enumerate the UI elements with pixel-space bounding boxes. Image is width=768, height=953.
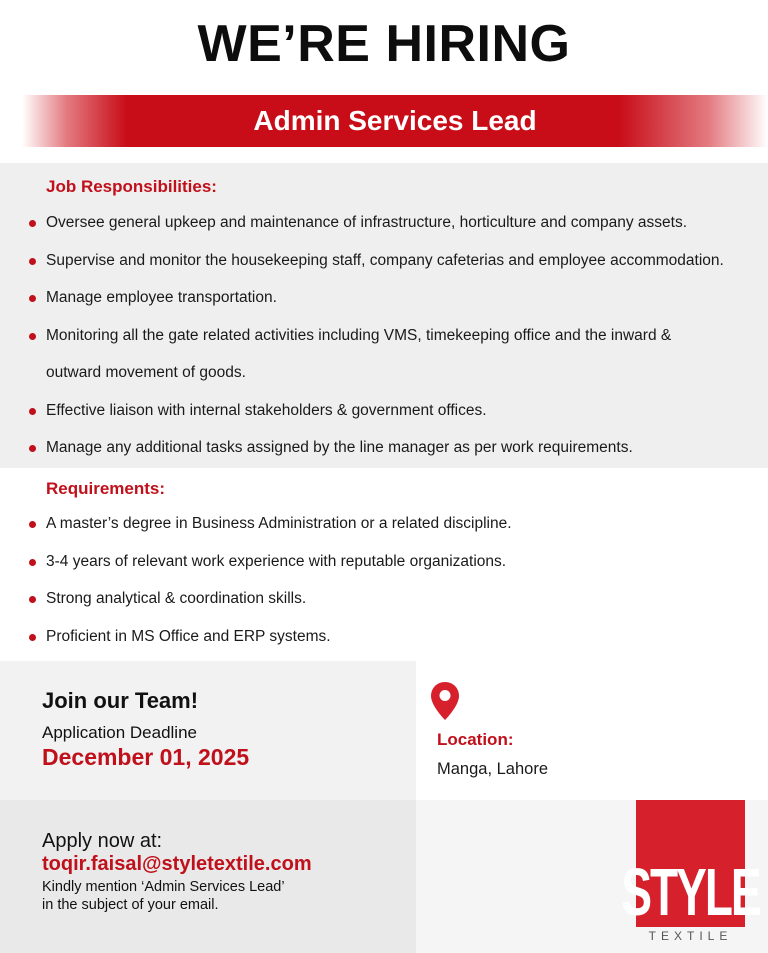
location-value: Manga, Lahore xyxy=(437,760,548,778)
bullet-icon xyxy=(29,521,36,528)
deadline-date: December 01, 2025 xyxy=(42,744,250,770)
list-item: Monitoring all the gate related activities including VMS, timekeeping office and the inward & outward movement of goods. xyxy=(0,317,768,392)
list-item: Manage any additional tasks assigned by the line manager as per work requirements. xyxy=(0,429,768,467)
style-textile-logo xyxy=(621,800,760,930)
requirements-heading: Requirements: xyxy=(46,479,166,498)
apply-email-link[interactable]: toqir.faisal@styletextile.com xyxy=(42,853,312,875)
bullet-icon xyxy=(29,258,36,265)
bullet-icon xyxy=(29,295,36,302)
logo-word: STYLE xyxy=(621,854,760,930)
bullet-icon xyxy=(29,559,36,566)
apply-note-line: Kindly mention ‘Admin Services Lead’ xyxy=(42,879,285,895)
apply-note xyxy=(42,878,372,914)
list-item: Supervise and monitor the housekeeping staff, company cafeterias and employee accommodation. xyxy=(0,242,768,280)
requirements-list xyxy=(0,505,768,655)
bullet-icon xyxy=(29,220,36,227)
list-item: 3-4 years of relevant work experience with reputable organizations. xyxy=(0,543,768,581)
logo-panel xyxy=(416,800,768,953)
list-item: A master’s degree in Business Administration or a related discipline. xyxy=(0,505,768,543)
apply-note-line: in the subject of your email. xyxy=(42,897,219,913)
requirements-section xyxy=(0,468,768,661)
apply-panel xyxy=(0,800,416,953)
list-item: Proficient in MS Office and ERP systems. xyxy=(0,618,768,656)
list-item: Manage employee transportation. xyxy=(0,279,768,317)
logo-subtitle: TEXTILE xyxy=(648,929,733,943)
map-pin-icon xyxy=(430,681,460,721)
location-panel xyxy=(416,661,768,800)
page-title: WE’RE HIRING xyxy=(197,15,571,73)
position-banner xyxy=(22,95,768,147)
responsibilities-heading: Job Responsibilities: xyxy=(46,177,217,196)
bullet-icon xyxy=(29,596,36,603)
responsibilities-list xyxy=(0,204,768,467)
join-title: Join our Team! xyxy=(42,688,199,713)
apply-title: Apply now at: xyxy=(42,830,163,852)
list-item: Effective liaison with internal stakeholders & government offices. xyxy=(0,392,768,430)
bullet-icon xyxy=(29,445,36,452)
deadline-label: Application Deadline xyxy=(42,723,197,742)
location-label: Location: xyxy=(437,730,514,749)
bullet-icon xyxy=(29,333,36,340)
responsibilities-section xyxy=(0,163,768,468)
join-team-panel xyxy=(0,661,416,800)
bullet-icon xyxy=(29,634,36,641)
list-item: Oversee general upkeep and maintenance of infrastructure, horticulture and company assets. xyxy=(0,204,768,242)
bullet-icon xyxy=(29,408,36,415)
list-item: Strong analytical & coordination skills. xyxy=(0,580,768,618)
position-title: Admin Services Lead xyxy=(253,105,537,136)
